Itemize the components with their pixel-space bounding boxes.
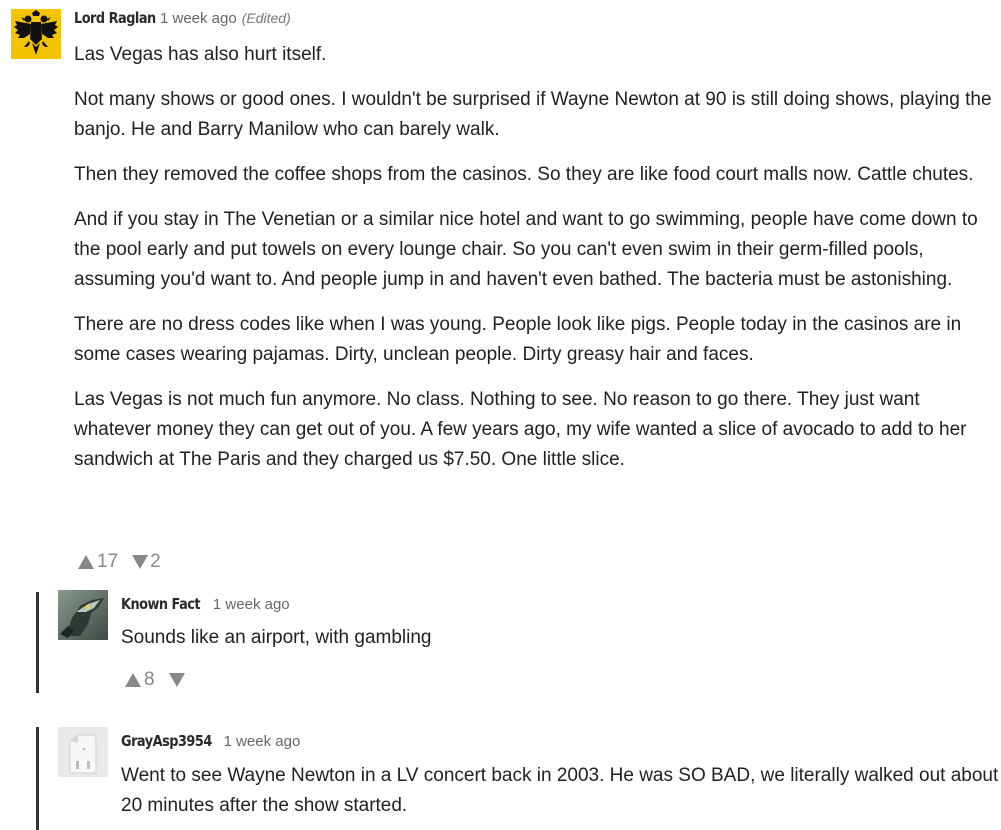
downvote-icon xyxy=(132,555,148,569)
edited-label: (Edited) xyxy=(241,10,291,26)
author-name[interactable]: Lord Raglan xyxy=(74,9,156,27)
downvote-button[interactable] xyxy=(132,551,161,573)
comment-paragraph: And if you stay in The Venetian or a similar nice hotel and want to go swimming, people have come down to the pool early and put towels on every lounge chair. So you can't even swim in their germ-filled pools, assuming you'd want to. And people jump in and haven't even bathed. The bacteria must be astonishing. xyxy=(74,209,978,290)
comment-paragraph: Las Vegas has also hurt itself. xyxy=(74,44,327,65)
comment-paragraph: Sounds like an airport, with gambling xyxy=(121,627,432,648)
comment-paragraph: There are no dress codes like when I was young. People look like pigs. People today in the casinos are in some cases wearing pajamas. Dirty, unclean people. Dirty greasy hair and faces. xyxy=(74,314,962,365)
upvote-count: 8 xyxy=(144,669,155,690)
alien-creature-avatar-icon xyxy=(58,590,108,640)
double-headed-eagle-icon xyxy=(11,9,61,59)
comment-body xyxy=(121,623,991,653)
downvote-icon xyxy=(169,673,185,687)
author-name[interactable]: Known Fact xyxy=(121,595,201,613)
timestamp[interactable]: 1 week ago xyxy=(212,596,290,613)
comment-header xyxy=(121,595,290,613)
upvote-button[interactable] xyxy=(125,669,155,691)
avatar[interactable] xyxy=(58,590,108,640)
downvote-button[interactable] xyxy=(169,673,185,687)
author-name[interactable]: GrayAsp3954 xyxy=(121,732,212,750)
upvote-icon xyxy=(125,673,141,687)
upvote-button[interactable] xyxy=(78,551,118,573)
vote-controls xyxy=(125,669,185,691)
comment-body xyxy=(74,40,994,475)
avatar[interactable] xyxy=(58,727,108,777)
upvote-count: 17 xyxy=(97,551,119,572)
default-user-avatar-icon xyxy=(58,727,108,777)
timestamp[interactable]: 1 week ago xyxy=(223,733,301,750)
reply-grayasp3954 xyxy=(0,722,1001,830)
vote-controls xyxy=(78,551,161,573)
comment-header xyxy=(121,732,300,750)
comment-paragraph: Went to see Wayne Newton in a LV concert back in 2003. He was SO BAD, we literally walked out about 20 minutes after the show started. xyxy=(121,765,999,816)
comment-paragraph: Las Vegas is not much fun anymore. No class. Nothing to see. No reason to go there. They just want whatever money they can get out of you. A few years ago, my wife wanted a slice of avocado to add to her sandwich at The Paris and they charged us $7.50. One little slice. xyxy=(74,389,967,470)
comment-body xyxy=(121,761,999,821)
avatar[interactable] xyxy=(11,9,61,59)
comment-paragraph: Not many shows or good ones. I wouldn't be surprised if Wayne Newton at 90 is still doing shows, playing the banjo. He and Barry Manilow who can barely walk. xyxy=(74,89,992,140)
downvote-count: 2 xyxy=(150,551,161,572)
comment-header xyxy=(74,9,291,27)
reply-known-fact xyxy=(0,585,1001,695)
comment-paragraph: Then they removed the coffee shops from the casinos. So they are like food court malls now. Cattle chutes. xyxy=(74,164,974,185)
upvote-icon xyxy=(78,555,94,569)
timestamp[interactable]: 1 week ago xyxy=(159,10,237,27)
